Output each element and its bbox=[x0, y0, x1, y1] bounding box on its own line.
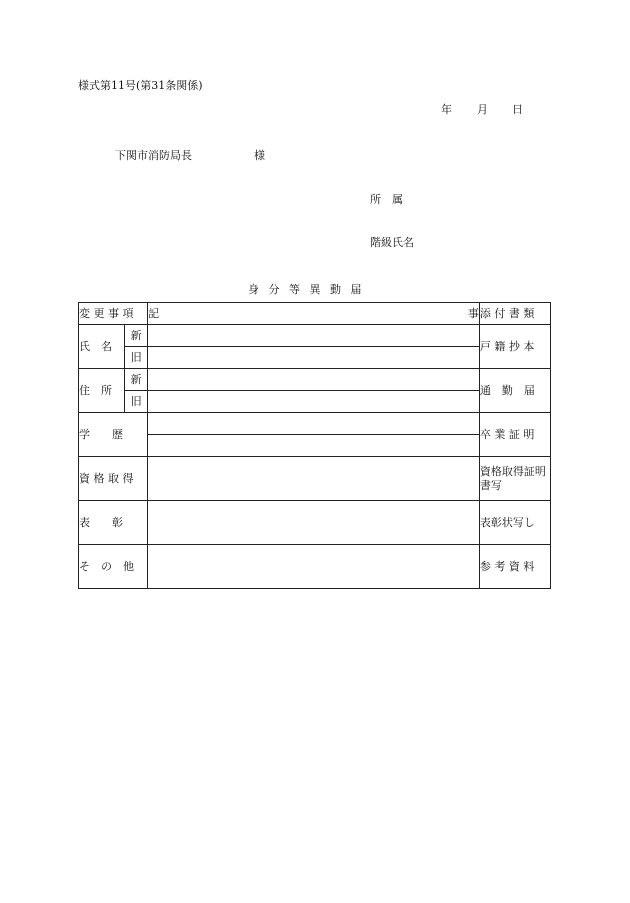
document-title: 身 分 等 異 動 届 bbox=[248, 283, 365, 296]
qualification-field[interactable] bbox=[148, 457, 480, 501]
row-attach-qualification: 資格取得証明書写 bbox=[479, 457, 550, 501]
addressee-honorific: 様 bbox=[254, 149, 265, 162]
affiliation-label: 所 属 bbox=[370, 193, 403, 206]
header-record-right: 事 bbox=[467, 306, 479, 320]
row-label-education: 学 歴 bbox=[79, 413, 148, 457]
table-row bbox=[79, 457, 551, 501]
header-attachment: 添 付 書 類 bbox=[479, 303, 550, 325]
row-label-address: 住 所 bbox=[79, 369, 125, 413]
education-line-1[interactable] bbox=[148, 413, 479, 434]
rank-name-label: 階級氏名 bbox=[370, 236, 414, 249]
name-old-field[interactable] bbox=[148, 347, 480, 369]
header-record bbox=[148, 303, 480, 325]
date-year-label: 年 bbox=[441, 103, 452, 116]
table-header-row bbox=[79, 303, 551, 325]
education-line-2[interactable] bbox=[148, 434, 479, 456]
row-attach-education: 卒 業 証 明 bbox=[479, 413, 550, 457]
change-form-table bbox=[78, 302, 551, 589]
row-attach-award: 表彰状写し bbox=[479, 501, 550, 545]
address-old-label: 旧 bbox=[125, 391, 148, 413]
name-new-label: 新 bbox=[125, 325, 148, 347]
row-label-other: そ の 他 bbox=[79, 545, 148, 589]
education-field[interactable] bbox=[148, 413, 480, 457]
table-row bbox=[79, 325, 551, 347]
row-attach-other: 参 考 資 料 bbox=[479, 545, 550, 589]
row-label-qualification: 資 格 取 得 bbox=[79, 457, 148, 501]
table-row bbox=[79, 369, 551, 391]
row-attach-address: 通 勤 届 bbox=[479, 369, 550, 413]
header-change-item: 変 更 事 項 bbox=[79, 303, 148, 325]
address-old-field[interactable] bbox=[148, 391, 480, 413]
row-attach-name: 戸 籍 抄 本 bbox=[479, 325, 550, 369]
table-row bbox=[79, 545, 551, 589]
address-new-field[interactable] bbox=[148, 369, 480, 391]
addressee-name: 下関市消防局長 bbox=[115, 149, 192, 162]
form-number: 様式第11号(第31条関係) bbox=[78, 79, 203, 92]
address-new-label: 新 bbox=[125, 369, 148, 391]
name-old-label: 旧 bbox=[125, 347, 148, 369]
date-day-label: 日 bbox=[512, 103, 523, 116]
row-label-award: 表 彰 bbox=[79, 501, 148, 545]
other-field[interactable] bbox=[148, 545, 480, 589]
table-row bbox=[79, 413, 551, 457]
header-record-left: 記 bbox=[148, 306, 160, 320]
table-row bbox=[79, 501, 551, 545]
award-field[interactable] bbox=[148, 501, 480, 545]
row-label-name: 氏 名 bbox=[79, 325, 125, 369]
date-month-label: 月 bbox=[477, 103, 488, 116]
name-new-field[interactable] bbox=[148, 325, 480, 347]
